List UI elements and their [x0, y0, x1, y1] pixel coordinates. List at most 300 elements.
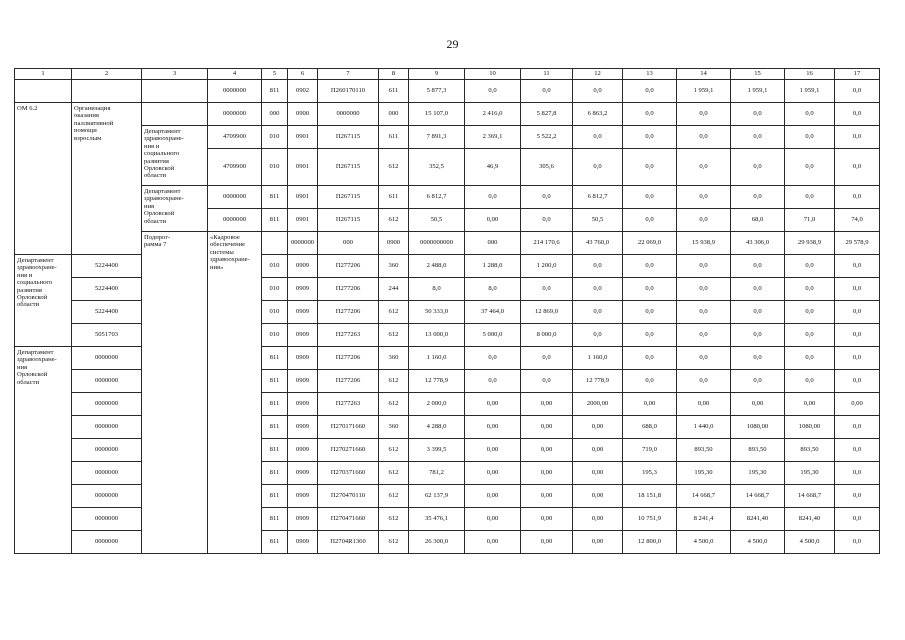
- cell-col12: 6 863,2: [573, 103, 623, 126]
- header-row: [15, 69, 880, 80]
- cell-col9: 781,2: [409, 462, 465, 485]
- cell-col15: 1080,00: [731, 416, 785, 439]
- cell-col10: 46,9: [465, 149, 521, 186]
- cell-col14: 0,0: [677, 278, 731, 301]
- cell-col11: 8 000,0: [521, 324, 573, 347]
- cell-col16: 0,0: [785, 126, 835, 149]
- cell-col13: 0,0: [623, 149, 677, 186]
- cell-col5: 811: [262, 209, 288, 232]
- cell-col15: 893,50: [731, 439, 785, 462]
- cell-col7: П270371660: [318, 462, 379, 485]
- cell-col10: 8,0: [465, 278, 521, 301]
- cell-col13: 0,0: [623, 347, 677, 370]
- cell-col15: 8241,40: [731, 508, 785, 531]
- cell-col9: 15 107,0: [409, 103, 465, 126]
- column-header-2: 2: [72, 69, 142, 80]
- cell-col12: 0,0: [573, 126, 623, 149]
- column-header-7: 7: [318, 69, 379, 80]
- cell-col15: 68,0: [731, 209, 785, 232]
- cell-col11: 12 869,0: [521, 301, 573, 324]
- cell-col14: 14 668,7: [677, 485, 731, 508]
- cell-col8: 612: [379, 393, 409, 416]
- cell-col10: 0,0: [465, 186, 521, 209]
- cell-col4: 0000000: [208, 80, 262, 103]
- cell-col15: 195,30: [731, 462, 785, 485]
- cell-col2: [72, 80, 142, 103]
- cell-col5: 811: [262, 347, 288, 370]
- cell-col16: 8241,40: [785, 508, 835, 531]
- cell-col10: 37 464,0: [465, 301, 521, 324]
- cell-col9: 2 000,0: [409, 393, 465, 416]
- cell-col10: 0,0: [465, 370, 521, 393]
- table-row: [15, 103, 880, 126]
- cell-col12: 12 778,9: [573, 370, 623, 393]
- cell-col8: 360: [379, 255, 409, 278]
- cell-col7: П267115: [318, 126, 379, 149]
- cell-col5: 811: [262, 531, 288, 554]
- cell-col13: 0,00: [623, 393, 677, 416]
- cell-col16: 0,0: [785, 324, 835, 347]
- cell-col14: 0,0: [677, 186, 731, 209]
- cell-col6: 0900: [379, 232, 409, 255]
- subprogram-name: «Кадровое обеспечение системы здравоохране- ния»: [208, 232, 262, 554]
- cell-col13: 12 800,0: [623, 531, 677, 554]
- cell-col17: 0,0: [835, 416, 880, 439]
- cell-col7: П277206: [318, 370, 379, 393]
- cell-col14: 0,0: [677, 324, 731, 347]
- column-header-5: 5: [262, 69, 288, 80]
- cell-col12: 0,0: [573, 301, 623, 324]
- cell-col11: 305,6: [521, 149, 573, 186]
- cell-col17: 0,0: [835, 80, 880, 103]
- cell-col13: 0,0: [623, 278, 677, 301]
- cell-col10: 2 369,1: [465, 126, 521, 149]
- cell-col5: 010: [262, 301, 288, 324]
- cell-col7: П270470110: [318, 485, 379, 508]
- department-name: Департамент здравоохране- ния и социального развития Орловской области: [15, 255, 72, 347]
- cell-col7: П277206: [318, 278, 379, 301]
- cell-col6: 0909: [288, 508, 318, 531]
- cell-col14: 195,30: [677, 462, 731, 485]
- cell-col5: 811: [262, 462, 288, 485]
- cell-col3: [262, 232, 288, 255]
- cell-col17: 0,00: [835, 393, 880, 416]
- cell-col8: 611: [379, 186, 409, 209]
- cell-col8: 000: [379, 103, 409, 126]
- cell-col12: 6 812,7: [573, 186, 623, 209]
- cell-col5: 010: [262, 126, 288, 149]
- cell-col6: 0902: [288, 80, 318, 103]
- cell-col16: 0,0: [785, 347, 835, 370]
- cell-col8: 000: [465, 232, 521, 255]
- cell-col6: 0901: [288, 149, 318, 186]
- cell-col6: 0901: [288, 186, 318, 209]
- cell-col16: 893,50: [785, 439, 835, 462]
- cell-col16: 0,0: [785, 149, 835, 186]
- cell-col15: 0,0: [731, 186, 785, 209]
- cell-col4: 4709900: [208, 126, 262, 149]
- column-header-6: 6: [288, 69, 318, 80]
- cell-col14: 8 241,4: [677, 508, 731, 531]
- cell-col4: 0000000: [208, 209, 262, 232]
- cell-col8: 360: [379, 416, 409, 439]
- cell-col11: 0,00: [521, 416, 573, 439]
- cell-col1: [15, 80, 72, 103]
- cell-col4: 0000000: [288, 232, 318, 255]
- column-header-9: 9: [409, 69, 465, 80]
- cell-col9: 1 160,0: [409, 347, 465, 370]
- cell-col12: 0,00: [573, 485, 623, 508]
- cell-col15: 1 959,1: [731, 80, 785, 103]
- cell-col8: 612: [379, 149, 409, 186]
- cell-col10: 1 288,0: [465, 255, 521, 278]
- cell-col14: 0,00: [677, 393, 731, 416]
- cell-col12: 0,00: [573, 462, 623, 485]
- cell-col11: 0,00: [521, 462, 573, 485]
- cell-col8: 360: [379, 347, 409, 370]
- cell-col7: 0000000: [318, 103, 379, 126]
- cell-col15: 0,0: [731, 301, 785, 324]
- cell-col8: 612: [379, 301, 409, 324]
- cell-col16: 1080,00: [785, 416, 835, 439]
- cell-col9: 5 877,3: [409, 80, 465, 103]
- cell-col5: 811: [262, 485, 288, 508]
- department-name: Департамент здравоохране- ния и социального развития Орловской области: [142, 126, 208, 186]
- cell-col8: 612: [379, 508, 409, 531]
- cell-col11: 0,00: [521, 508, 573, 531]
- cell-col16: 0,0: [785, 186, 835, 209]
- cell-col17: 0,0: [835, 103, 880, 126]
- cell-col9: 4 288,0: [409, 416, 465, 439]
- cell-col7: П277263: [318, 393, 379, 416]
- column-header-13: 13: [623, 69, 677, 80]
- cell-col15: 0,0: [731, 278, 785, 301]
- cell-col9: 3 399,5: [409, 439, 465, 462]
- cell-col6: 0909: [288, 347, 318, 370]
- cell-col13: 0,0: [623, 324, 677, 347]
- cell-col16: 0,0: [785, 255, 835, 278]
- cell-col7: П270171660: [318, 416, 379, 439]
- cell-col7: П267115: [318, 149, 379, 186]
- cell-col17: 0,0: [835, 301, 880, 324]
- cell-col9: 50,5: [409, 209, 465, 232]
- cell-col15: 0,0: [731, 103, 785, 126]
- cell-col15: 29 578,9: [835, 232, 880, 255]
- cell-col9: 214 170,6: [521, 232, 573, 255]
- cell-col16: 0,0: [785, 301, 835, 324]
- cell-col14: 0,0: [677, 301, 731, 324]
- column-header-8: 8: [379, 69, 409, 80]
- cell-col12: 50,5: [573, 209, 623, 232]
- cell-col15: 4 500,0: [731, 531, 785, 554]
- table-row: [15, 80, 880, 103]
- cell-col17: 0,0: [835, 324, 880, 347]
- cell-col9: 26 300,0: [409, 531, 465, 554]
- cell-col17: 0,0: [835, 531, 880, 554]
- cell-col7: П270471660: [318, 508, 379, 531]
- cell-col14: 0,0: [677, 209, 731, 232]
- cell-col17: 74,0: [835, 209, 880, 232]
- cell-col6: 0909: [288, 439, 318, 462]
- cell-col4: 0000000: [72, 370, 142, 393]
- cell-col6: 0909: [288, 255, 318, 278]
- cell-col6: 0909: [288, 393, 318, 416]
- cell-col12: 0,0: [573, 278, 623, 301]
- cell-col4: 5224400: [72, 301, 142, 324]
- cell-col6: 0901: [288, 126, 318, 149]
- cell-col11: 0,0: [521, 347, 573, 370]
- cell-col16: 1 959,1: [785, 80, 835, 103]
- cell-col13: 0,0: [623, 186, 677, 209]
- cell-col4: 4709900: [208, 149, 262, 186]
- column-header-12: 12: [573, 69, 623, 80]
- cell-col9: 12 778,9: [409, 370, 465, 393]
- cell-col9: 2 488,0: [409, 255, 465, 278]
- cell-col12: 0,0: [573, 324, 623, 347]
- column-header-11: 11: [521, 69, 573, 80]
- cell-col10: 0,00: [465, 508, 521, 531]
- table-row: [15, 126, 880, 149]
- column-header-10: 10: [465, 69, 521, 80]
- cell-col7: П277206: [318, 255, 379, 278]
- cell-col17: 0,0: [835, 439, 880, 462]
- cell-col8: 612: [379, 370, 409, 393]
- cell-col7: П2704R1360: [318, 531, 379, 554]
- cell-col14: 0,0: [677, 126, 731, 149]
- cell-col10: 43 760,0: [573, 232, 623, 255]
- cell-col11: 0,0: [521, 278, 573, 301]
- budget-table: [14, 68, 880, 554]
- cell-col5: 000: [262, 103, 288, 126]
- cell-col13: 195,3: [623, 462, 677, 485]
- cell-col7: П270271660: [318, 439, 379, 462]
- cell-col17: 0,0: [835, 347, 880, 370]
- cell-col6: 0909: [288, 462, 318, 485]
- cell-col17: 0,0: [835, 370, 880, 393]
- cell-col12: 0,00: [573, 508, 623, 531]
- cell-col4: 0000000: [72, 416, 142, 439]
- cell-col15: 0,0: [731, 126, 785, 149]
- cell-col12: 2000,00: [573, 393, 623, 416]
- cell-col9: 7 891,3: [409, 126, 465, 149]
- cell-col16: 14 668,7: [785, 485, 835, 508]
- cell-col15: 0,0: [731, 370, 785, 393]
- cell-col13: 719,0: [623, 439, 677, 462]
- cell-col17: 0,0: [835, 126, 880, 149]
- cell-col6: 0901: [288, 209, 318, 232]
- cell-col5: 811: [262, 186, 288, 209]
- cell-col10: 0,0: [465, 347, 521, 370]
- cell-col13: 43 306,0: [731, 232, 785, 255]
- cell-col10: 0,00: [465, 462, 521, 485]
- cell-col10: 2 416,0: [465, 103, 521, 126]
- cell-col11: 0,00: [521, 485, 573, 508]
- cell-col7: П277206: [318, 301, 379, 324]
- column-header-17: 17: [835, 69, 880, 80]
- cell-col14: 0,0: [677, 149, 731, 186]
- cell-col4: 0000000: [208, 186, 262, 209]
- cell-col6: 0909: [288, 416, 318, 439]
- cell-col13: 0,0: [623, 255, 677, 278]
- cell-col11: 22 069,0: [623, 232, 677, 255]
- cell-col16: 4 500,0: [785, 531, 835, 554]
- cell-col4: 5051703: [72, 324, 142, 347]
- cell-col14: 0,0: [677, 347, 731, 370]
- cell-col5: 811: [262, 370, 288, 393]
- cell-col4: 0000000: [72, 508, 142, 531]
- cell-col9: 50 333,0: [409, 301, 465, 324]
- cell-col6: 0909: [288, 370, 318, 393]
- cell-col3: [142, 103, 208, 126]
- cell-col16: 0,0: [785, 278, 835, 301]
- cell-col16: 0,0: [785, 103, 835, 126]
- cell-col14: 4 500,0: [677, 531, 731, 554]
- cell-col15: 0,00: [731, 393, 785, 416]
- cell-col13: 10 751,9: [623, 508, 677, 531]
- cell-col10: 0,00: [465, 416, 521, 439]
- cell-col5: 811: [262, 439, 288, 462]
- cell-col11: 0,0: [521, 80, 573, 103]
- cell-col14: 0,0: [677, 255, 731, 278]
- column-header-3: 3: [142, 69, 208, 80]
- cell-col14: 893,50: [677, 439, 731, 462]
- cell-col14: 1 440,0: [677, 416, 731, 439]
- cell-col7: П267115: [318, 209, 379, 232]
- cell-col8: 611: [379, 126, 409, 149]
- cell-col4: 5224400: [72, 278, 142, 301]
- column-header-1: 1: [15, 69, 72, 80]
- cell-col5: 010: [262, 278, 288, 301]
- cell-col9: 352,5: [409, 149, 465, 186]
- table-row: [15, 186, 880, 209]
- cell-col4: 0000000: [72, 531, 142, 554]
- cell-col17: 0,0: [835, 255, 880, 278]
- cell-col5: 811: [262, 508, 288, 531]
- cell-col5: 010: [262, 149, 288, 186]
- cell-col11: 0,00: [521, 393, 573, 416]
- cell-col4: 0000000: [72, 439, 142, 462]
- cell-col12: 0,0: [573, 255, 623, 278]
- cell-col17: 0,0: [835, 508, 880, 531]
- cell-col16: 0,0: [785, 370, 835, 393]
- cell-col12: 0,00: [573, 416, 623, 439]
- cell-col12: 1 160,0: [573, 347, 623, 370]
- column-header-16: 16: [785, 69, 835, 80]
- cell-col5: 010: [262, 324, 288, 347]
- cell-col11: 0,0: [521, 209, 573, 232]
- cell-col15: 0,0: [731, 255, 785, 278]
- cell-col16: 195,30: [785, 462, 835, 485]
- cell-col7: П267115: [318, 186, 379, 209]
- cell-col14: 1 959,1: [677, 80, 731, 103]
- cell-col11: 0,00: [521, 531, 573, 554]
- cell-col4: 0000000: [72, 462, 142, 485]
- cell-col13: 688,0: [623, 416, 677, 439]
- cell-col11: 0,0: [521, 370, 573, 393]
- cell-col13: 0,0: [623, 126, 677, 149]
- cell-col6: 0909: [288, 301, 318, 324]
- cell-col8: 612: [379, 439, 409, 462]
- cell-col10: 0,00: [465, 209, 521, 232]
- cell-col9: 62 137,9: [409, 485, 465, 508]
- department-name: Департамент здравоохране- ния Орловской области: [15, 347, 72, 554]
- cell-col4: 5224400: [72, 255, 142, 278]
- cell-col10: 0,0: [465, 80, 521, 103]
- om62-name: Организация оказания паллиативной помощи взрослым: [72, 103, 142, 255]
- cell-col11: 0,0: [521, 186, 573, 209]
- cell-col12: 0,0: [573, 80, 623, 103]
- cell-col8: 244: [379, 278, 409, 301]
- cell-col13: 18 151,8: [623, 485, 677, 508]
- department-name: Департамент здравоохране- ния Орловской области: [142, 186, 208, 232]
- cell-col12: 0,0: [573, 149, 623, 186]
- cell-col4: 0000000: [208, 103, 262, 126]
- column-header-15: 15: [731, 69, 785, 80]
- cell-col13: 0,0: [623, 103, 677, 126]
- cell-col11: 5 522,2: [521, 126, 573, 149]
- cell-col13: 0,0: [623, 80, 677, 103]
- om62-code: ОМ 6.2: [15, 103, 72, 255]
- cell-col9: 13 000,0: [409, 324, 465, 347]
- cell-col7: П277206: [318, 347, 379, 370]
- cell-col6: 0909: [288, 531, 318, 554]
- cell-col17: 0,0: [835, 462, 880, 485]
- cell-col6: 0909: [288, 324, 318, 347]
- cell-col11: 1 200,0: [521, 255, 573, 278]
- cell-col5: 811: [262, 80, 288, 103]
- cell-col17: 0,0: [835, 149, 880, 186]
- cell-col5: 000: [318, 232, 379, 255]
- cell-col16: 71,0: [785, 209, 835, 232]
- cell-col7: 0000000000: [409, 232, 465, 255]
- cell-col14: 0,0: [677, 103, 731, 126]
- cell-col10: 5 000,0: [465, 324, 521, 347]
- cell-col13: 0,0: [623, 370, 677, 393]
- table-row: [15, 232, 880, 255]
- cell-col5: 811: [262, 393, 288, 416]
- cell-col8: 612: [379, 462, 409, 485]
- cell-col9: 8,0: [409, 278, 465, 301]
- cell-col6: 0900: [288, 103, 318, 126]
- cell-col10: 0,00: [465, 439, 521, 462]
- cell-col9: 35 476,1: [409, 508, 465, 531]
- cell-col15: 0,0: [731, 347, 785, 370]
- cell-col17: 0,0: [835, 186, 880, 209]
- column-header-4: 4: [208, 69, 262, 80]
- cell-col5: 010: [262, 255, 288, 278]
- cell-col8: 612: [379, 531, 409, 554]
- cell-col8: 612: [379, 324, 409, 347]
- cell-col6: 0909: [288, 485, 318, 508]
- cell-col15: 0,0: [731, 149, 785, 186]
- subprogram-code: Подпрог- рамма 7: [142, 232, 208, 554]
- cell-col10: 0,00: [465, 485, 521, 508]
- cell-col12: 0,00: [573, 531, 623, 554]
- cell-col15: 0,0: [731, 324, 785, 347]
- cell-col8: 611: [379, 80, 409, 103]
- cell-col12: 0,00: [573, 439, 623, 462]
- cell-col4: 0000000: [72, 485, 142, 508]
- cell-col12: 15 938,9: [677, 232, 731, 255]
- page-number: 29: [446, 37, 459, 51]
- cell-col17: 0,0: [835, 278, 880, 301]
- cell-col14: 29 938,9: [785, 232, 835, 255]
- cell-col7: П260170110: [318, 80, 379, 103]
- cell-col14: 0,0: [677, 370, 731, 393]
- cell-col5: 811: [262, 416, 288, 439]
- column-header-14: 14: [677, 69, 731, 80]
- cell-col10: 0,00: [465, 531, 521, 554]
